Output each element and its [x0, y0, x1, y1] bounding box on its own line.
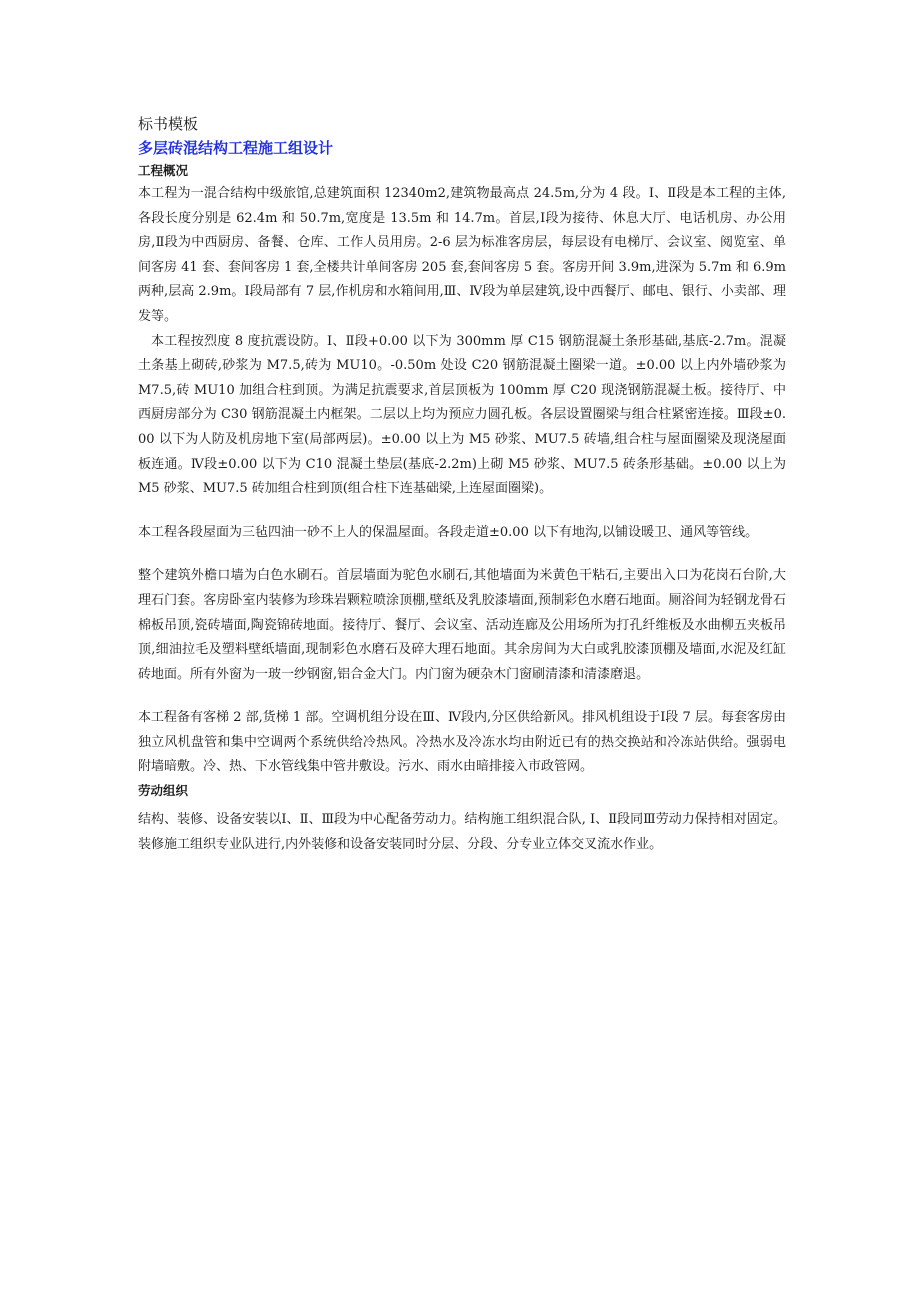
paragraph: 本工程为一混合结构中级旅馆,总建筑面积 12340m2,建筑物最高点 24.5m,分为 4 段。Ⅰ、Ⅱ段是本工程的主体,各段长度分别是 62.4m 和 50.7m,宽度是 13.5m 和 14.7m。首层,Ⅰ段为接待、休息大厅、电话机房、办公用房,Ⅱ段为中西厨房、备餐、仓库、工作人员用房。2-6 层为标准客房层，每层设有电梯厅、会议室、阅览室、单间客房 41 套、套间客房 1 套,全楼共计单间客房 205 套,套间客房 5 套。客房开间 3.9m,进深为 5.7m 和 6.9m 两种,层高 2.9m。Ⅰ段局部有 7 层,作机房和水箱间用,Ⅲ、Ⅳ段为单层建筑,设中西餐厅、邮电、银行、小卖部、理发等。 [138, 186, 786, 324]
paragraph: 结构、装修、设备安装以Ⅰ、Ⅱ、Ⅲ段为中心配备劳动力。结构施工组织混合队, Ⅰ、Ⅱ段同Ⅲ劳动力保持相对固定。装修施工组织专业队进行,内外装修和设备安装同时分层、分段、分专业立体交叉流水作业。 [138, 812, 786, 852]
document-page [138, 112, 786, 857]
paragraph: 本工程按烈度 8 度抗震设防。Ⅰ、Ⅱ段+0.00 以下为 300mm 厚 C15 钢筋混凝土条形基础,基底-2.7m。混凝土条基上砌砖,砂浆为 M7.5,砖为 MU10。-0.50m 处设 C20 钢筋混凝土圈梁一道。±0.00 以上内外墙砂浆为 M7.5,砖 MU10 加组合柱到顶。为满足抗震要求,首层顶板为 100mm 厚 C20 现浇钢筋混凝土板。接待厅、中西厨房部分为 C30 钢筋混凝土内框架。二层以上均为预应力圆孔板。各层设置圈梁与组合柱紧密连接。Ⅲ段±0.00 以下为人防及机房地下室(局部两层)。±0.00 以上为 M5 砂浆、MU7.5 砖墙,组合柱与屋面圈梁及现浇屋面板连通。Ⅳ段±0.00 以下为 C10 混凝土垫层(基底-2.2m)上砌 M5 砂浆、MU7.5 砖条形基础。±0.00 以上为 M5 砂浆、MU7.5 砖加组合柱到顶(组合柱下连基础梁,上连屋面圈梁)。 [138, 333, 786, 497]
document-label: 标书模板 [138, 115, 199, 133]
paragraph: 本工程各段屋面为三毡四油一砂不上人的保温屋面。各段走道±0.00 以下有地沟,以铺设暖卫、通风等管线。 [138, 524, 759, 540]
paragraph-spacer [138, 545, 786, 564]
section-heading-labor: 劳动组织 [138, 783, 189, 799]
paragraph-spacer [138, 502, 786, 521]
paragraph-spacer [138, 687, 786, 706]
document-title: 多层砖混结构工程施工组设计 [138, 139, 334, 157]
paragraph: 本工程备有客梯 2 部,货梯 1 部。空调机组分设在Ⅲ、Ⅳ段内,分区供给新风。排风机组设于Ⅰ段 7 层。每套客房由独立风机盘管和集中空调两个系统供给冷热风。冷热水及冷冻水均由附近已有的热交换站和冷冻站供给。强弱电附墙暗敷。冷、热、下水管线集中管井敷设。污水、雨水由暗排接入市政管网。 [138, 710, 786, 775]
paragraph: 整个建筑外檐口墙为白色水刷石。首层墙面为驼色水刷石,其他墙面为米黄色干粘石,主要出入口为花岗石台阶,大理石门套。客房卧室内装修为珍珠岩颗粒喷涂顶棚,壁纸及乳胶漆墙面,预制彩色水磨石地面。厕浴间为轻钢龙骨石棉板吊顶,瓷砖墙面,陶瓷锦砖地面。接待厅、餐厅、会议室、活动连廊及公用场所为打孔纤维板及水曲柳五夹板吊顶,细油拉毛及塑料壁纸墙面,现制彩色水磨石及碎大理石地面。其余房间为大白或乳胶漆顶棚及墙面,水泥及红缸砖地面。所有外窗为一玻一纱钢窗,铝合金大门。内门窗为硬杂木门窗刷清漆和清漆磨退。 [138, 568, 786, 682]
section-heading-overview: 工程概况 [138, 163, 189, 178]
